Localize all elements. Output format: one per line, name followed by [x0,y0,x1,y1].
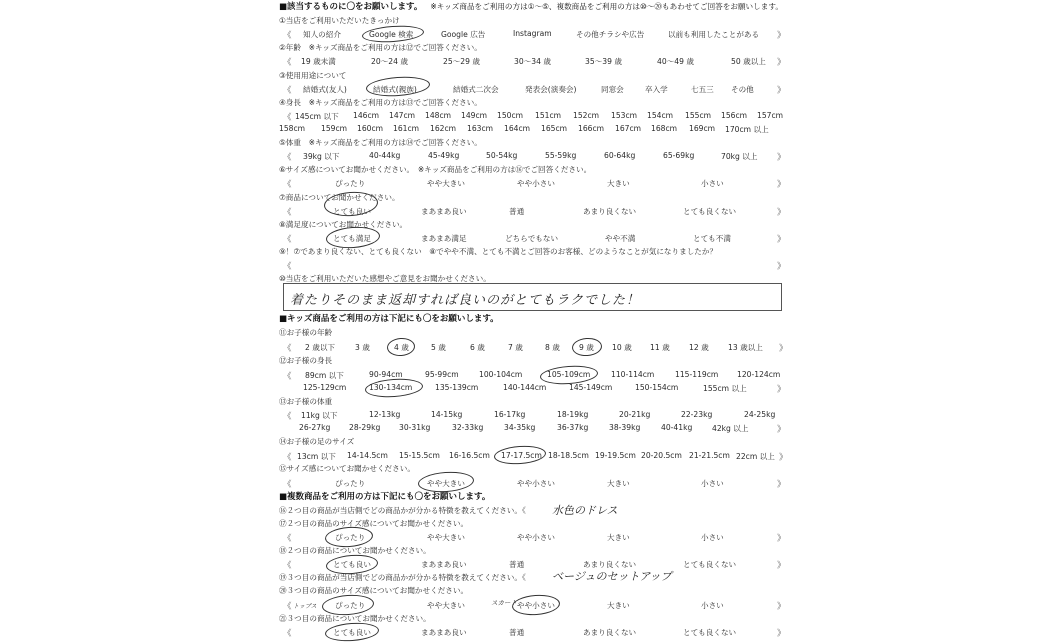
survey-title: ■該当するものに〇をお願いします。 ※キッズ商品をご利用の方は①～⑤、複数商品をご利用の方は⑩～⑳もあわせてご回答をお願いします。 [279,2,783,12]
q13-label: ⑬お子様の体重 [279,397,333,406]
q20-options [283,600,788,611]
q5-label: ⑤体重 ※キッズ商品をご利用の方は⑭でご回答ください。 [279,138,482,147]
q3-option[interactable]: その他 [731,85,754,94]
q15-options [283,478,788,489]
q4-option[interactable]: 154cm [647,111,674,120]
q13-option[interactable]: 30-31kg [399,423,431,432]
bracket-close: 》 [777,180,786,190]
q13-options-row2 [283,423,788,434]
q20-label: ⑳３つ目の商品のサイズ感についてお聞かせください。 [279,586,469,595]
q3-options [283,84,788,95]
q4-option[interactable]: 164cm [504,124,531,133]
bracket-open: 《 [283,58,292,68]
q15-option[interactable]: ぴったり [335,479,366,488]
q20-option[interactable]: 小さい [701,601,724,610]
bracket-close: 》 [777,602,786,612]
bracket-open: 《 [283,31,292,41]
q12-option[interactable]: 155cm 以上 [703,384,747,393]
q14-option[interactable]: 16-16.5cm [449,451,490,460]
q17-option[interactable]: 大きい [607,533,630,542]
q4-option[interactable]: 159cm [321,124,348,133]
bracket-close: 》 [779,453,788,463]
bracket-close: 》 [777,480,786,490]
q1-option[interactable]: その他チラシや広告 [576,30,645,39]
q8-option[interactable]: やや不満 [605,234,636,243]
q15-option[interactable]: やや小さい [517,479,555,488]
bracket-open: 《 [283,235,292,245]
q6-option[interactable]: やや小さい [517,179,555,188]
q4-option[interactable]: 170cm 以上 [725,125,769,134]
q5-options [283,151,788,162]
bracket-close: 》 [777,31,786,41]
q21-option[interactable]: とても良い [333,628,371,637]
bracket-close: 》 [777,235,786,245]
q3-option[interactable]: 結婚式(親族) [373,85,417,94]
bracket-open: 《 [283,453,292,463]
q11-option[interactable]: 13 歳以上 [728,343,763,352]
q4-option[interactable]: 152cm [573,111,600,120]
q4-option[interactable]: 162cm [430,124,457,133]
q20-option[interactable]: 大きい [607,601,630,610]
q4-option[interactable]: 156cm [721,111,748,120]
bracket-open: 《 [283,262,292,272]
q12-option[interactable]: 89cm 以下 [305,371,344,380]
q5-option[interactable]: 40-44kg [369,151,401,160]
q4-option[interactable]: 157cm [757,111,784,120]
q2-options [283,56,788,67]
q20-option[interactable]: やや小さい [517,601,555,610]
q5-option[interactable]: 50-54kg [486,151,518,160]
q13-option[interactable]: 14-15kg [431,410,463,419]
q2-option[interactable]: 50 歳以上 [731,57,766,66]
q12-option[interactable]: 140-144cm [503,383,547,392]
q3-label: ③使用用途について [279,71,347,80]
bracket-close: 》 [777,58,786,68]
q4-option[interactable]: 155cm [685,111,712,120]
q2-option[interactable]: 30〜34 歳 [514,57,551,66]
q12-option[interactable]: 115-119cm [675,370,719,379]
bracket-open: 《 [283,480,292,490]
bracket-close: 》 [777,208,786,218]
q7-option[interactable]: あまり良くない [583,207,637,216]
q12-options-row2 [283,383,788,394]
q6-option[interactable]: ぴったり [335,179,366,188]
q18-option[interactable]: 普通 [509,560,525,569]
q12-label: ⑫お子様の身長 [279,356,333,365]
bracket-open: 《 [522,573,526,582]
q4-option[interactable]: 166cm [578,124,605,133]
q2-option[interactable]: 25〜29 歳 [443,57,480,66]
bracket-open: 《 [283,534,292,544]
q4-option[interactable]: 169cm [689,124,716,133]
q12-option[interactable]: 105-109cm [547,370,591,379]
bracket-open: 《 [283,602,292,612]
q4-options-row1 [283,111,788,122]
q6-options [283,178,788,189]
q11-option[interactable]: 8 歳 [545,343,560,352]
q4-option[interactable]: 163cm [467,124,494,133]
q12-option[interactable]: 110-114cm [611,370,655,379]
q20-option[interactable]: やや大きい [427,601,465,610]
q13-option[interactable]: 11kg 以下 [301,411,338,420]
q3-option[interactable]: 発表会(演奏会) [525,85,577,94]
bracket-close: 》 [777,153,786,163]
q11-label: ⑪お子様の年齢 [279,328,333,337]
bracket-close: 》 [777,561,786,571]
q4-option[interactable]: 167cm [615,124,642,133]
q17-option[interactable]: やや小さい [517,533,555,542]
q12-option[interactable]: 130-134cm [369,383,413,392]
q7-option[interactable]: まあまあ良い [421,207,467,216]
q8-label: ⑧満足度についてお聞かせください。 [279,220,408,229]
q2-option[interactable]: 20〜24 歳 [371,57,408,66]
q4-option[interactable]: 153cm [611,111,638,120]
q14-options [283,451,788,462]
q17-option[interactable]: ぴったり [335,533,366,542]
q4-label: ④身長 ※キッズ商品をご利用の方は⑬でご回答ください。 [279,98,482,107]
q12-option[interactable]: 125-129cm [303,383,347,392]
q13-option[interactable]: 12-13kg [369,410,401,419]
q13-option[interactable]: 22-23kg [681,410,713,419]
q16-handwritten-answer: 水色のドレス [552,504,618,517]
q21-options [283,627,788,638]
q13-option[interactable]: 24-25kg [744,410,776,419]
q11-option[interactable]: 10 歳 [612,343,632,352]
kids-section-title: ■キッズ商品をご利用の方は下記にも〇をお願いします。 [279,314,499,324]
q5-option[interactable]: 45-49kg [428,151,460,160]
q1-label: ①当店をご利用いただいたきっかけ [279,16,400,25]
q14-option[interactable]: 20-20.5cm [641,451,682,460]
q2-option[interactable]: 35〜39 歳 [585,57,622,66]
q4-option[interactable]: 146cm [353,111,380,120]
q15-option[interactable]: 小さい [701,479,724,488]
bracket-open: 《 [283,86,292,96]
q7-options [283,206,788,217]
q18-option[interactable]: まあまあ良い [421,560,467,569]
q4-option[interactable]: 161cm [393,124,420,133]
q12-option[interactable]: 145-149cm [569,383,613,392]
q6-option[interactable]: 小さい [701,179,724,188]
q11-option[interactable]: 7 歳 [508,343,523,352]
q14-option[interactable]: 15-15.5cm [399,451,440,460]
bracket-close: 》 [777,629,786,639]
q10-label: ⑩当店をご利用いただいた感想やご意見をお聞かせください。 [279,274,491,283]
q8-option[interactable]: どちらでもない [505,234,559,243]
q4-option[interactable]: 145cm 以下 [295,112,339,121]
q21-option[interactable]: 普通 [509,628,525,637]
survey-title-note: ※キッズ商品をご利用の方は①～⑤、複数商品をご利用の方は⑩～⑳もあわせてご回答をお願いします。 [430,2,783,11]
q4-option[interactable]: 148cm [425,111,452,120]
q17-option[interactable]: やや大きい [427,533,465,542]
q8-option[interactable]: とても不満 [693,234,731,243]
q18-option[interactable]: あまり良くない [583,560,637,569]
bracket-open: 《 [283,561,292,571]
q6-option[interactable]: やや大きい [427,179,465,188]
q11-option[interactable]: 6 歳 [470,343,485,352]
q2-label: ②年齢 ※キッズ商品をご利用の方は⑫でご回答ください。 [279,43,482,52]
bracket-open: 《 [522,506,526,515]
q17-label: ⑰２つ目の商品のサイズ感についてお聞かせください。 [279,519,469,528]
q19-handwritten-answer: ベージュのセットアップ [552,570,672,583]
q14-option[interactable]: 22cm 以上 [736,452,775,461]
q14-option[interactable]: 21-21.5cm [689,451,730,460]
q12-options-row1 [283,370,788,381]
q10-handwritten-answer: 着たりそのまま返却すれば良いのがとてもラクでした！ [290,293,641,308]
bracket-open: 《 [283,344,292,354]
q20-note-tops: トップス [293,603,317,610]
q12-option[interactable]: 150-154cm [635,383,679,392]
q13-option[interactable]: 16-17kg [494,410,526,419]
q13-option[interactable]: 42kg 以上 [712,424,749,433]
bracket-open: 《 [283,180,292,190]
q11-option[interactable]: 4 歳 [394,343,409,352]
q3-option[interactable]: 七五三 [691,85,714,94]
q17-option[interactable]: 小さい [701,533,724,542]
q12-option[interactable]: 95-99cm [425,370,459,379]
q3-option[interactable]: 同窓会 [601,85,624,94]
q1-options [283,29,788,40]
q6-option[interactable]: 大きい [607,179,630,188]
q14-option[interactable]: 14-14.5cm [347,451,388,460]
q12-option[interactable]: 120-124cm [737,370,781,379]
q13-option[interactable]: 18-19kg [557,410,589,419]
q12-option[interactable]: 135-139cm [435,383,479,392]
q15-option[interactable]: 大きい [607,479,630,488]
q11-option[interactable]: 3 歳 [355,343,370,352]
bracket-open: 《 [283,629,292,639]
multi-section-title: ■複数商品をご利用の方は下記にも〇をお願いします。 [279,492,491,502]
q4-option[interactable]: 168cm [651,124,678,133]
bracket-open: 《 [283,372,292,382]
q15-option[interactable]: やや大きい [427,479,465,488]
q13-options-row1 [283,410,788,421]
q1-option[interactable]: 知人の紹介 [303,30,341,39]
q9-answer-row [283,260,788,271]
q6-label: ⑥サイズ感についてお聞かせください。 ※キッズ商品をご利用の方は⑯でご回答ください。 [279,165,592,174]
bracket-close: 》 [777,425,786,435]
q14-label: ⑭お子様の足のサイズ [279,437,355,446]
q18-option[interactable]: とても良い [333,560,371,569]
q1-option[interactable]: Google 広告 [441,30,486,39]
q13-option[interactable]: 32-33kg [452,423,484,432]
q8-option[interactable]: とても満足 [333,234,371,243]
q16-label: ⑯２つ目の商品が当店側でどの商品かが分かる特徴を教えてください。《 [279,506,526,515]
q3-option[interactable]: 結婚式(友人) [303,85,347,94]
q18-label: ⑱２つ目の商品についてお聞かせください。 [279,546,431,555]
bracket-close: 》 [777,86,786,96]
q18-option[interactable]: とても良くない [683,560,737,569]
bracket-open: 《 [283,153,292,163]
bracket-open: 《 [283,113,292,123]
q13-option[interactable]: 28-29kg [349,423,381,432]
q13-option[interactable]: 36-37kg [557,423,589,432]
q21-option[interactable]: とても良くない [683,628,737,637]
bracket-close: 》 [779,344,788,354]
q14-option[interactable]: 13cm 以下 [297,452,336,461]
q5-option[interactable]: 60-64kg [604,151,636,160]
q14-option[interactable]: 19-19.5cm [595,451,636,460]
q11-option[interactable]: 12 歳 [689,343,709,352]
q21-label: ㉑３つ目の商品についてお聞かせください。 [279,614,431,623]
q11-option[interactable]: 2 歳以下 [305,343,336,352]
q13-option[interactable]: 38-39kg [609,423,641,432]
q4-option[interactable]: 165cm [541,124,568,133]
q2-option[interactable]: 40〜49 歳 [657,57,694,66]
q21-option[interactable]: まあまあ良い [421,628,467,637]
q4-options-row2 [279,124,784,135]
q5-option[interactable]: 65-69kg [663,151,695,160]
q11-options [283,342,788,353]
q8-option[interactable]: まあまあ満足 [421,234,467,243]
q1-option[interactable]: Instagram [513,29,552,38]
q4-option[interactable]: 158cm [279,124,306,133]
q2-option[interactable]: 19 歳未満 [301,57,336,66]
q7-option[interactable]: 普通 [509,207,525,216]
q18-options [283,559,788,570]
q13-option[interactable]: 26-27kg [299,423,331,432]
q4-option[interactable]: 147cm [389,111,416,120]
q15-label: ⑮サイズ感についてお聞かせください。 [279,464,415,473]
q5-option[interactable]: 70kg 以上 [721,152,758,161]
q12-option[interactable]: 100-104cm [479,370,523,379]
q4-option[interactable]: 149cm [461,111,488,120]
q19-label: ⑲３つ目の商品が当店側でどの商品かが分かる特徴を教えてください。《 [279,573,526,582]
q13-option[interactable]: 40-41kg [661,423,693,432]
bracket-open: 《 [283,412,292,422]
q11-option[interactable]: 11 歳 [650,343,670,352]
q3-option[interactable]: 卒入学 [645,85,668,94]
q7-option[interactable]: とても良い [333,207,371,216]
q1-option[interactable]: Google 検索 [369,30,414,39]
q13-option[interactable]: 34-35kg [504,423,536,432]
q5-option[interactable]: 39kg 以下 [303,152,340,161]
q13-option[interactable]: 20-21kg [619,410,651,419]
q5-option[interactable]: 55-59kg [545,151,577,160]
q11-option[interactable]: 9 歳 [579,343,594,352]
q20-note-skirt: スカート [491,599,517,607]
q1-option[interactable]: 以前も利用したことがある [668,30,760,39]
q12-option[interactable]: 90-94cm [369,370,403,379]
bracket-close: 》 [777,534,786,544]
bracket-close: 》 [777,385,786,395]
q8-options [283,233,788,244]
q7-option[interactable]: とても良くない [683,207,737,216]
q3-option[interactable]: 結婚式二次会 [453,85,499,94]
q14-option[interactable]: 18-18.5cm [548,451,589,460]
q21-option[interactable]: あまり良くない [583,628,637,637]
bracket-close: 》 [777,262,786,272]
q4-option[interactable]: 151cm [535,111,562,120]
q11-option[interactable]: 5 歳 [431,343,446,352]
q7-label: ⑦商品についてお聞かせください。 [279,193,400,202]
q4-option[interactable]: 160cm [357,124,384,133]
q9-label: ⑨！⑦であまり良くない、とても良くない ⑧でやや不満、とても不満とご回答のお客様、どのようなことが気になりましたか？ [279,247,718,256]
q20-option[interactable]: ぴったり [335,601,366,610]
bracket-open: 《 [283,208,292,218]
q10-comment-box[interactable] [283,283,782,311]
q4-option[interactable]: 150cm [497,111,524,120]
q17-options [283,532,788,543]
q14-option[interactable]: 17-17.5cm [501,451,542,460]
